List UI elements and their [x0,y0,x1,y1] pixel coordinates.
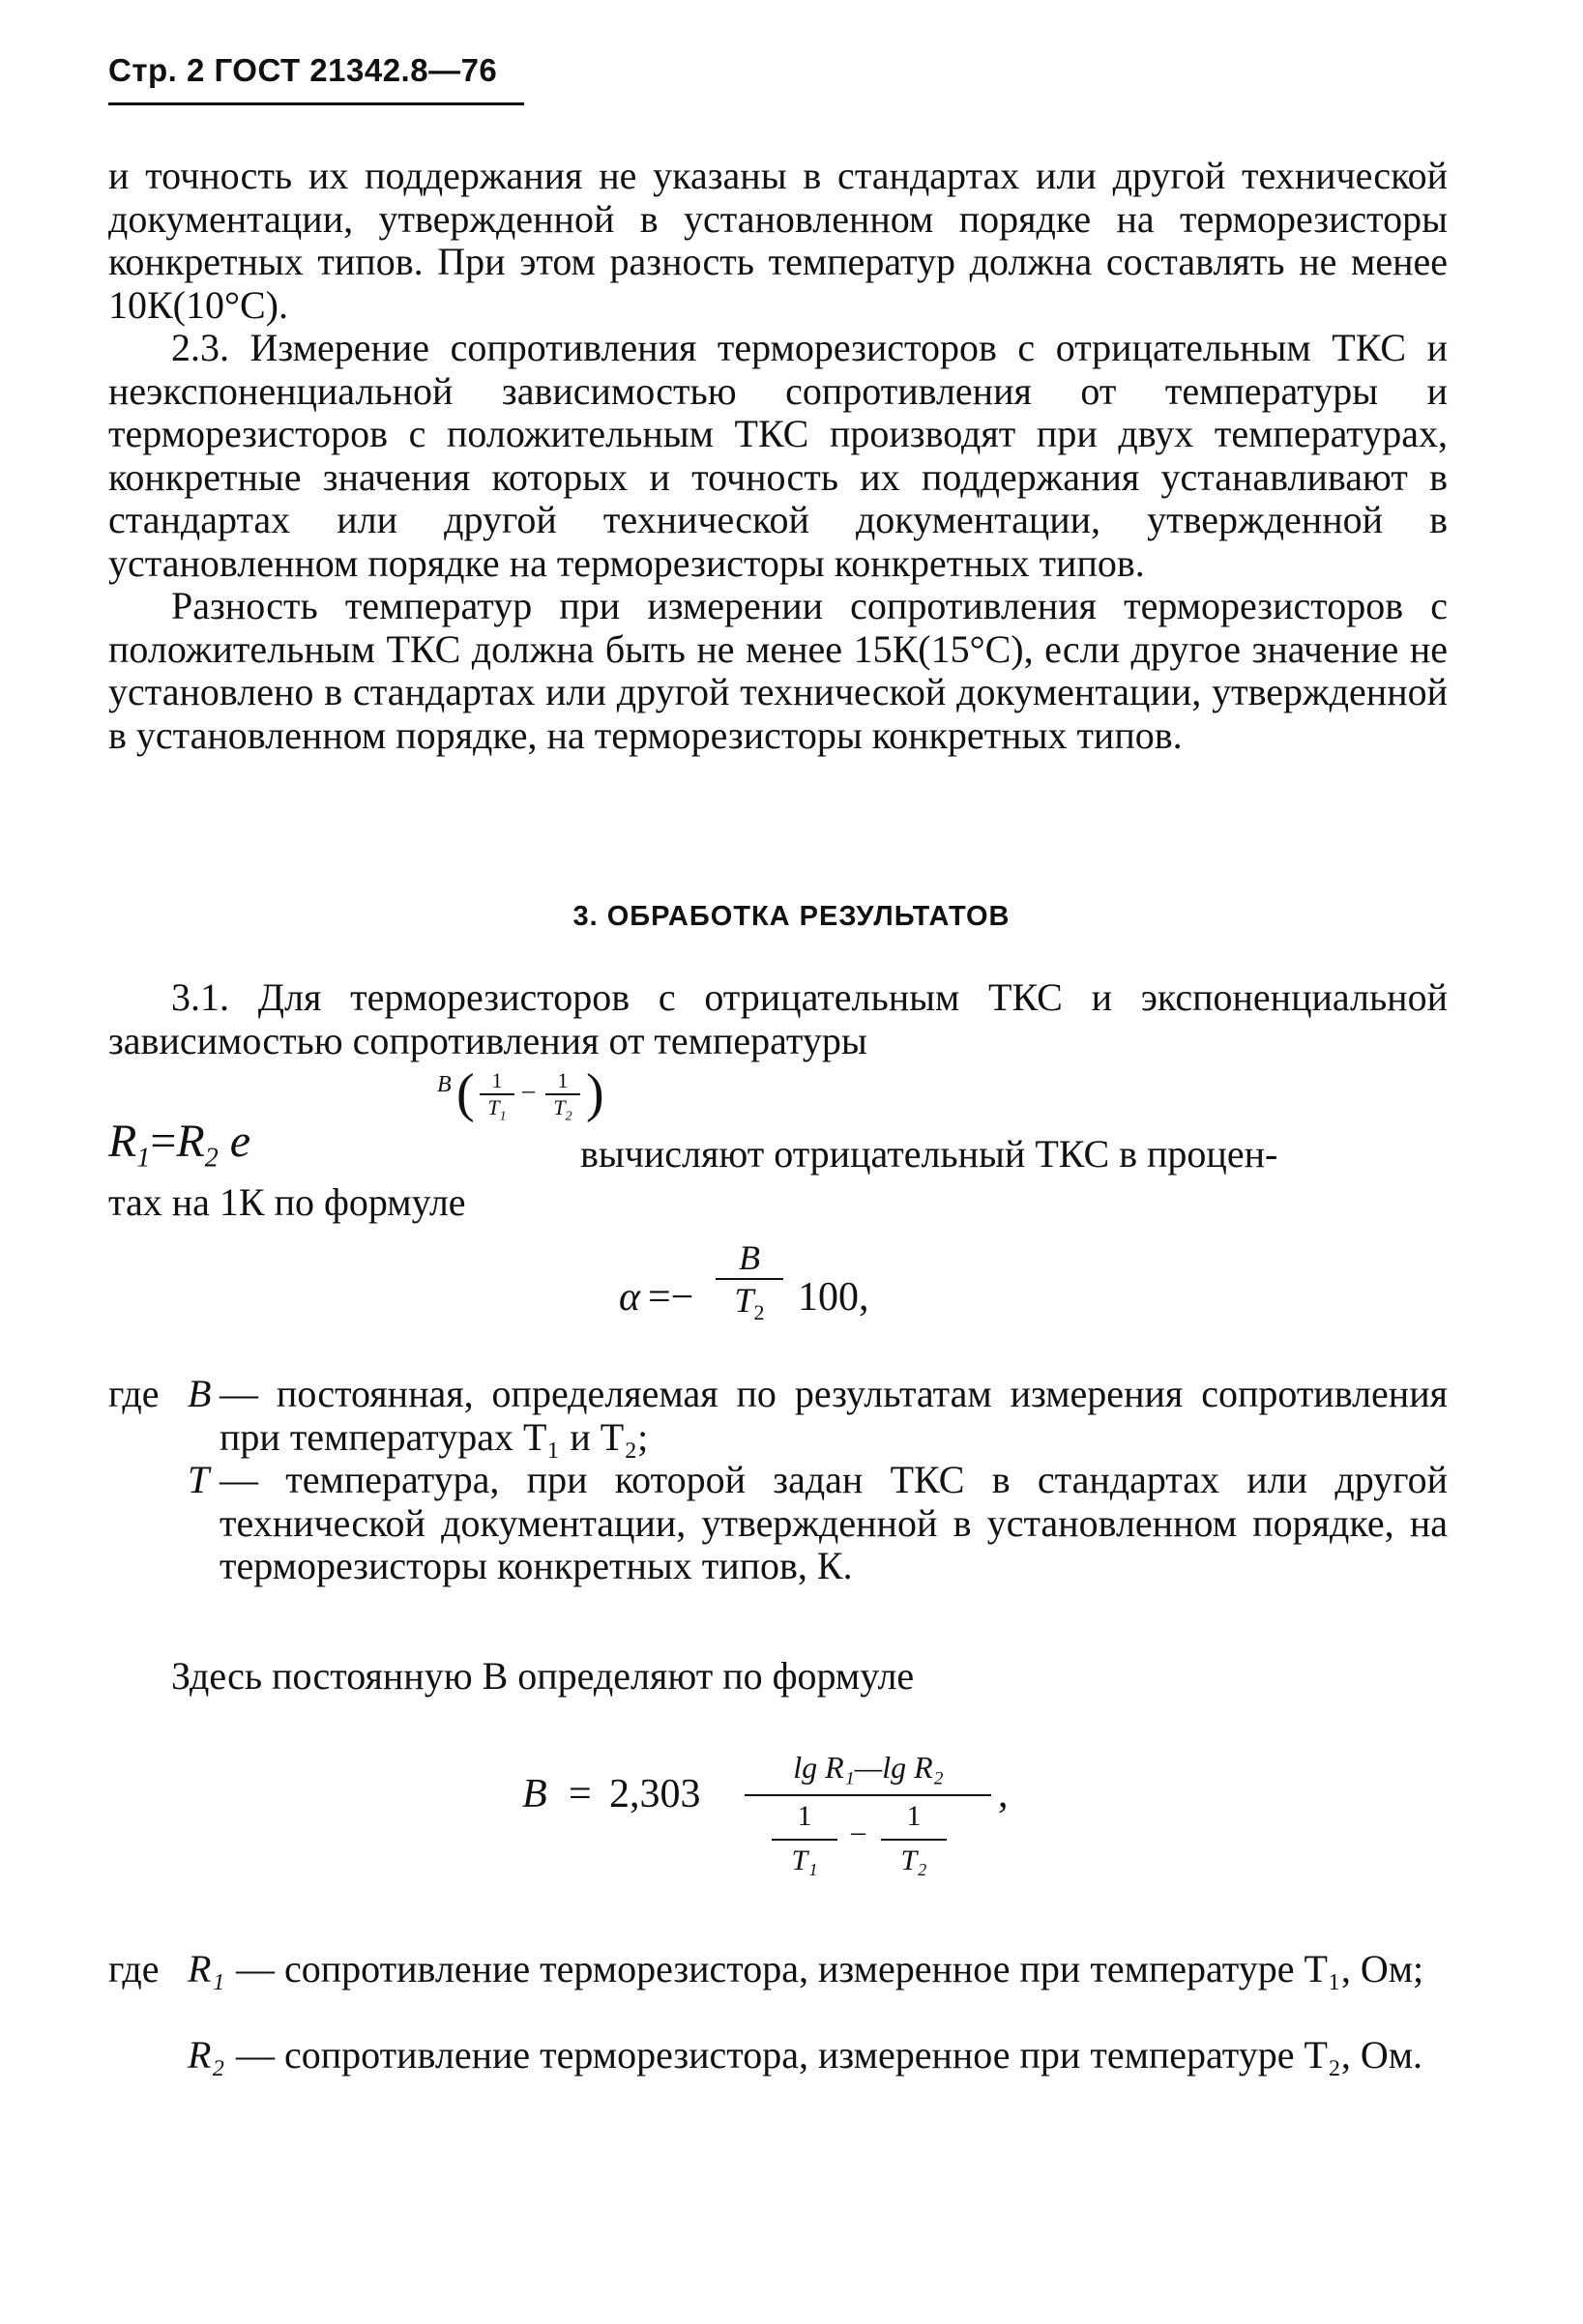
defs1-where: где [108,1372,160,1415]
frac1-num: 1 [491,1068,503,1092]
section-3-title: 3. ОБРАБОТКА РЕЗУЛЬТАТОВ [572,901,1011,932]
paragraph-constant-b: Здесь постоянную B определяют по формуле [171,1654,915,1698]
formula-r1-sub: 1 [136,1143,151,1174]
formula-b-tail: , [998,1772,1009,1816]
formula-b-eq: = [569,1772,592,1816]
alpha-den-sub: 2 [753,1300,765,1325]
formula-b-main-bar [745,1794,991,1796]
header-rule [108,102,524,105]
defs2-term-r2: R₂ [188,2033,225,2077]
page-label: Стр. 2 [108,52,205,88]
formula-b-coef: 2,303 [609,1772,701,1816]
frac2-den: T [553,1095,566,1119]
page-header [108,52,497,89]
defs1-term-t: T [188,1458,210,1501]
paragraph-continuation: и точность их поддержания не указаны в стандартах или другой технической документации, утвержденной в установленном порядке на терморезисторы конкретных типов. При этом разность температур должна составлять не менее 10К(10°С). [108,154,1448,327]
formula-b [522,1740,1025,1904]
body-block-1 [108,155,1448,757]
defs1-term-b: B [188,1372,212,1415]
formula-b-one-1: 1 [797,1800,812,1832]
formula-b-num: lg R₁—lg R₂ [793,1750,944,1785]
formula-b-minus: – [851,1816,865,1847]
formula-b-bar-2 [881,1839,947,1841]
formula-eq: = [150,1116,177,1167]
exponent-frac-1 [480,1068,514,1124]
formula-alpha [619,1237,948,1344]
alpha-symbol: α [619,1275,641,1320]
alpha-tail: 100, [798,1275,869,1320]
alpha-eq: =− [648,1275,694,1320]
exponent-paren-close: ) [586,1063,604,1123]
formula-b-one-2: 1 [906,1800,922,1832]
formula-r2-sub: 2 [204,1143,219,1174]
defs1-body-t: — температура, при которой задан ТКС в стандартах или другой технической документации, утвержденной в установленном порядке, на терморезисторы конкретных типов, К. [220,1458,1448,1587]
defs2-body-r1: — сопротивление терморезистора, измеренное при температуре T₁, Ом; [236,1947,1424,1990]
formula-resistance [108,1063,604,1175]
alpha-num: B [739,1238,760,1277]
alpha-fraction [716,1237,783,1325]
defs2-where: где [108,1947,160,1990]
frac1-den: T [487,1095,500,1119]
frac1-den-sub: 1 [499,1109,507,1124]
paragraph-3-1-cont-b: тах на 1К по формуле [108,1180,466,1224]
paragraph-temperature-difference: Разность температур при измерении сопротивления терморезисторов с положительным ТКС должна быть не менее 15К(15°С), если другое значение не установлено в стандартах или другой технической документации, утвержденной в установленном порядке, на терморезисторы конкретных типов. [108,584,1448,757]
exponent-b: B [437,1072,452,1097]
exponent-minus: – [522,1076,535,1104]
exponent-frac-2 [545,1068,580,1124]
formula-exponent [437,1072,452,1098]
paragraph-3-1-cont-a: вычисляют отрицательный ТКС в процен- [580,1132,1278,1176]
formula-b-lhs: B [522,1772,547,1816]
defs2-term-r1: R₁ [188,1947,225,1990]
defs1-body-b: — постоянная, определяемая по результатам измерения сопротивления при температурах T₁ и T₂; [220,1372,1448,1459]
standard-number: ГОСТ 21342.8—76 [214,52,498,88]
paragraph-3-1-text: 3.1. Для терморезисторов с отрицательным ТКС и экспоненциальной зависимостью сопротивления от температуры [108,975,1448,1062]
formula-b-t2: T₂ [900,1845,927,1876]
frac2-num: 1 [557,1068,569,1092]
paragraph-3-1 [108,976,1448,1062]
paragraph-2-3: 2.3. Измерение сопротивления терморезисторов с отрицательным ТКС и неэкспоненциальной зависимостью сопротивления от температуры и терморезисторов с положительным ТКС производят при двух температурах, конкретные значения которых и точность их поддержания устанавливают в стандартах или другой технической документации, утвержденной в установленном порядке на терморезисторы конкретных типов. [108,326,1448,585]
formula-b-t1: T₁ [791,1845,818,1876]
formula-e: e [229,1116,251,1167]
defs2-body-r2: — сопротивление терморезистора, измеренное при температуре T₂, Ом. [236,2033,1423,2077]
formula-r2: R [176,1116,205,1167]
frac2-den-sub: 2 [565,1109,572,1124]
formula-b-bar-1 [772,1839,837,1841]
exponent-paren-open: ( [456,1063,475,1123]
formula-r1: R [108,1116,137,1167]
alpha-den: T [734,1281,754,1320]
